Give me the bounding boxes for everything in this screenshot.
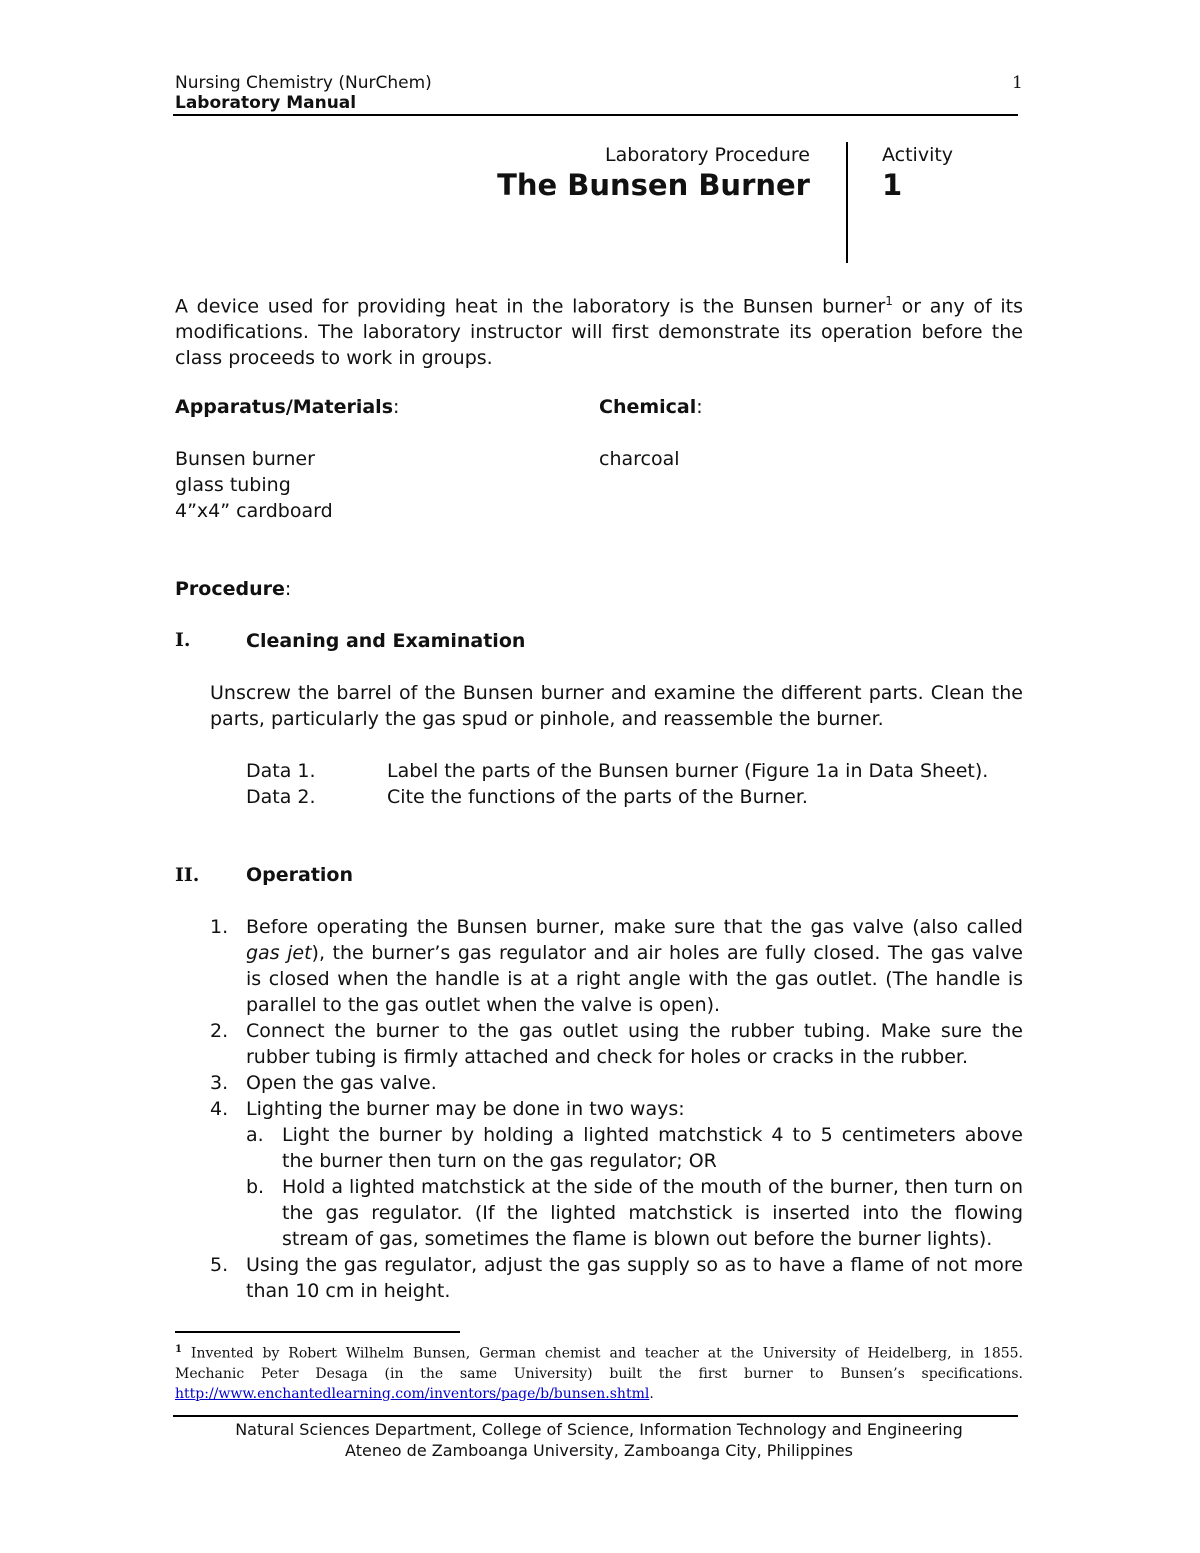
step-number: 5.	[210, 1254, 229, 1276]
header-rule	[173, 114, 1018, 116]
step-text-part: Before operating the Bunsen burner, make sure that the gas valve (also called	[246, 916, 1023, 938]
apparatus-heading-text: Apparatus/Materials	[175, 396, 393, 418]
footer-rule	[173, 1415, 1018, 1417]
activity-label: Activity	[882, 144, 954, 166]
step-text: Lighting the burner may be done in two ways:	[246, 1098, 685, 1120]
step-text-italic: gas jet	[246, 942, 312, 964]
footnote-text: Invented by Robert Wilhelm Bunsen, German chemist and teacher at the University of Heidelberg, in 1855. Mechanic Peter Desaga (in the same University) built the first burner to Bunsen’s specifications.	[175, 1345, 1023, 1382]
footnote-end: .	[649, 1385, 654, 1402]
section-title: Cleaning and Examination	[246, 630, 526, 652]
step-number: 2.	[210, 1020, 229, 1042]
page-number: 1	[1012, 73, 1023, 93]
list-item: charcoal	[599, 448, 680, 470]
step-number: 3.	[210, 1072, 229, 1094]
list-item: Bunsen burner	[175, 448, 315, 470]
procedure-heading-text: Procedure	[175, 578, 285, 600]
footer-line2: Ateneo de Zamboanga University, Zamboanga City, Philippines	[345, 1441, 853, 1460]
header-manual: Laboratory Manual	[175, 93, 357, 113]
step-text: Using the gas regulator, adjust the gas supply so as to have a flame of not more than 10 cm in height.	[246, 1254, 1023, 1302]
section1-text: Unscrew the barrel of the Bunsen burner and examine the different parts. Clean the parts, particularly the gas spud or pinhole, and reassemble the burner.	[210, 682, 1023, 730]
list-item	[210, 1070, 1023, 1096]
substep-text: Light the burner by holding a lighted matchstick 4 to 5 centimeters above the burner then turn on the gas regulator; OR	[282, 1124, 1023, 1172]
footer-line1: Natural Sciences Department, College of Science, Information Technology and Engineering	[235, 1420, 963, 1439]
chemical-heading: Chemical:	[599, 396, 703, 418]
step-number: 4.	[210, 1098, 229, 1120]
apparatus-heading: Apparatus/Materials:	[175, 396, 400, 418]
section-title: Operation	[246, 864, 354, 886]
list-item	[210, 1174, 1023, 1252]
step-text: Connect the burner to the gas outlet using the rubber tubing. Make sure the rubber tubing is firmly attached and check for holes or cracks in the rubber.	[246, 1020, 1023, 1068]
data-text: Cite the functions of the parts of the Burner.	[387, 786, 808, 808]
list-item	[210, 914, 1023, 1018]
step-text: Open the gas valve.	[246, 1072, 437, 1094]
header-course: Nursing Chemistry (NurChem)	[175, 73, 432, 93]
data-text: Label the parts of the Bunsen burner (Figure 1a in Data Sheet).	[387, 760, 989, 782]
footnote-separator	[175, 1331, 460, 1333]
data-label: Data 1.	[246, 760, 316, 782]
page-title: The Bunsen Burner	[497, 168, 810, 202]
operation-steps	[210, 914, 1023, 1304]
step-number: 1.	[210, 916, 229, 938]
procedure-heading: Procedure:	[175, 578, 292, 600]
list-item	[210, 1018, 1023, 1070]
footnote-link[interactable]: http://www.enchantedlearning.com/inventors/page/b/bunsen.shtml	[175, 1385, 650, 1402]
footnote	[175, 1340, 1023, 1404]
list-item: 4”x4” cardboard	[175, 500, 333, 522]
list-item	[210, 1252, 1023, 1304]
substep-label: b.	[246, 1176, 265, 1198]
list-item	[210, 1122, 1023, 1174]
title-divider	[846, 142, 848, 263]
intro-paragraph	[175, 288, 1023, 371]
intro-text-cont: or any of its modifications. The laboratory instructor will first demonstrate its operation before the class proceeds to work in groups.	[175, 295, 1023, 370]
list-item: glass tubing	[175, 474, 291, 496]
apparatus-list	[175, 446, 333, 524]
data-label: Data 2.	[246, 786, 316, 808]
procedure-subtitle: Laboratory Procedure	[604, 144, 810, 166]
footnote-ref[interactable]: 1	[885, 294, 893, 308]
list-item	[210, 1096, 1023, 1122]
substep-label: a.	[246, 1124, 264, 1146]
activity-number: 1	[882, 168, 903, 202]
section-number: I.	[175, 629, 191, 651]
chemical-list	[599, 446, 680, 472]
footnote-number: 1	[175, 1344, 182, 1355]
step-text	[246, 914, 1023, 1018]
step-text-part: ), the burner’s gas regulator and air holes are fully closed. The gas valve is closed when the handle is at a right angle with the gas outlet. (The handle is parallel to the gas outlet when the valve is open).	[246, 942, 1023, 1016]
substep-text: Hold a lighted matchstick at the side of the mouth of the burner, then turn on the gas regulator. (If the lighted matchstick is inserted into the flowing stream of gas, sometimes the flame is blown out before the burner lights).	[282, 1176, 1023, 1250]
chemical-heading-text: Chemical	[599, 396, 697, 418]
section-number: II.	[175, 864, 200, 886]
intro-text: A device used for providing heat in the laboratory is the Bunsen burner	[175, 295, 886, 318]
